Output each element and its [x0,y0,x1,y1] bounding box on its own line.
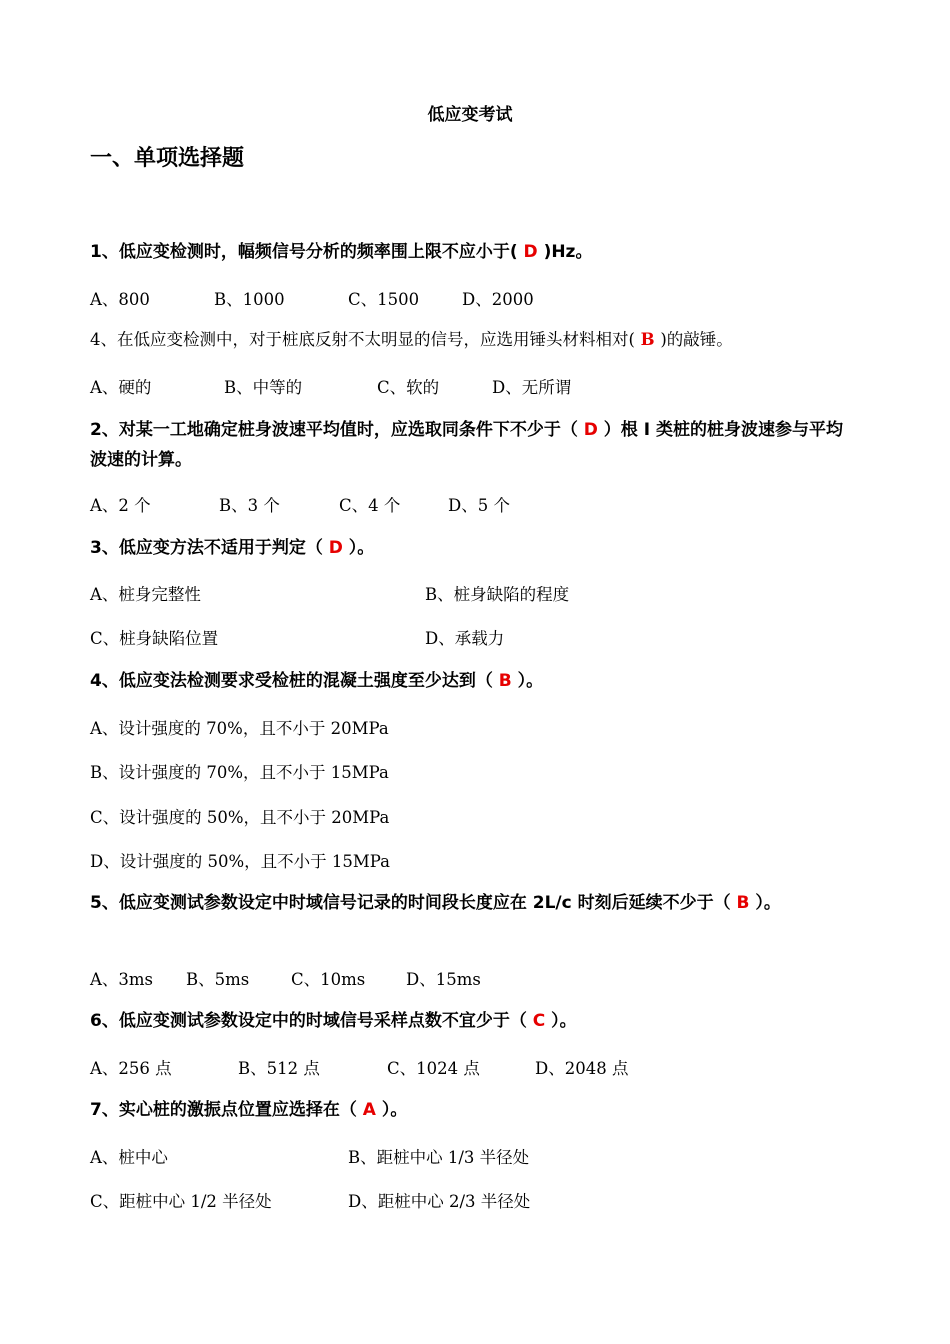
option-a: A、桩身完整性 [90,585,201,604]
option-c: C、1500 [348,290,420,309]
option-a: A、800 [90,290,150,309]
option-a: A、3ms [90,970,154,989]
option-d: D、2000 [462,290,534,309]
option-c: C、1024 点 [387,1059,480,1078]
answer-mark: D [577,420,604,440]
option-d: D、15ms [406,970,481,989]
question-6: 6、低应变测试参数设定中的时域信号采样点数不宜少于（ C ）。 [90,1011,577,1031]
option-c: C、桩身缺陷位置 [90,629,219,648]
option-b: B、3 个 [219,496,280,515]
option-d: D、2048 点 [535,1059,629,1078]
question-1: 1、低应变检测时，幅频信号分析的频率围上限不应小于( D )Hz。 [90,242,593,262]
answer-mark: B [634,330,661,349]
question-4a: 4、在低应变检测中，对于桩底反射不太明显的信号，应选用锤头材料相对( B )的敲锤。 [90,330,733,349]
question-5: 5、低应变测试参数设定中时域信号记录的时间段长度应在 2L/c 时刻后延续不少于（ B ）。 [90,893,781,913]
option-d: D、无所谓 [492,378,572,397]
answer-mark: B [492,671,518,691]
option-b: B、512 点 [238,1059,320,1078]
option-c: C、软的 [377,378,440,397]
question-2: 2、对某一工地确定桩身波速平均值时，应选取同条件下不少于（ D ）根 I 类桩的桩身波速参与平均波速的计算。 [90,420,843,470]
answer-mark: C [526,1011,552,1031]
answer-mark: D [517,242,544,262]
question-7: 7、实心桩的激振点位置应选择在（ A ）。 [90,1100,408,1120]
option-c: C、4 个 [339,496,401,515]
answer-mark: B [730,893,756,913]
answer-mark: D [322,538,349,558]
option-b: B、桩身缺陷的程度 [425,585,570,604]
option-a: A、硬的 [90,378,152,397]
option-b: B、设计强度的 70%，且不小于 15MPa [90,763,389,782]
option-c: C、距桩中心 1/2 半径处 [90,1192,272,1211]
option-a: A、256 点 [90,1059,172,1078]
option-b: B、中等的 [224,378,303,397]
section-heading: 一、单项选择题 [90,145,245,171]
document-title: 低应变考试 [427,105,513,125]
option-a: A、设计强度的 70%，且不小于 20MPa [90,719,389,738]
question-3: 3、低应变方法不适用于判定（ D ）。 [90,538,375,558]
option-a: A、2 个 [90,496,151,515]
option-c: C、设计强度的 50%，且不小于 20MPa [90,808,390,827]
option-d: D、设计强度的 50%，且不小于 15MPa [90,852,390,871]
option-d: D、5 个 [448,496,510,515]
option-d: D、承载力 [425,629,505,648]
question-4: 4、低应变法检测要求受检桩的混凝土强度至少达到（ B ）。 [90,671,544,691]
option-d: D、距桩中心 2/3 半径处 [348,1192,531,1211]
option-a: A、桩中心 [90,1148,168,1167]
option-b: B、5ms [186,970,250,989]
option-b: B、距桩中心 1/3 半径处 [348,1148,530,1167]
answer-mark: A [356,1100,382,1120]
option-b: B、1000 [214,290,285,309]
option-c: C、10ms [291,970,366,989]
